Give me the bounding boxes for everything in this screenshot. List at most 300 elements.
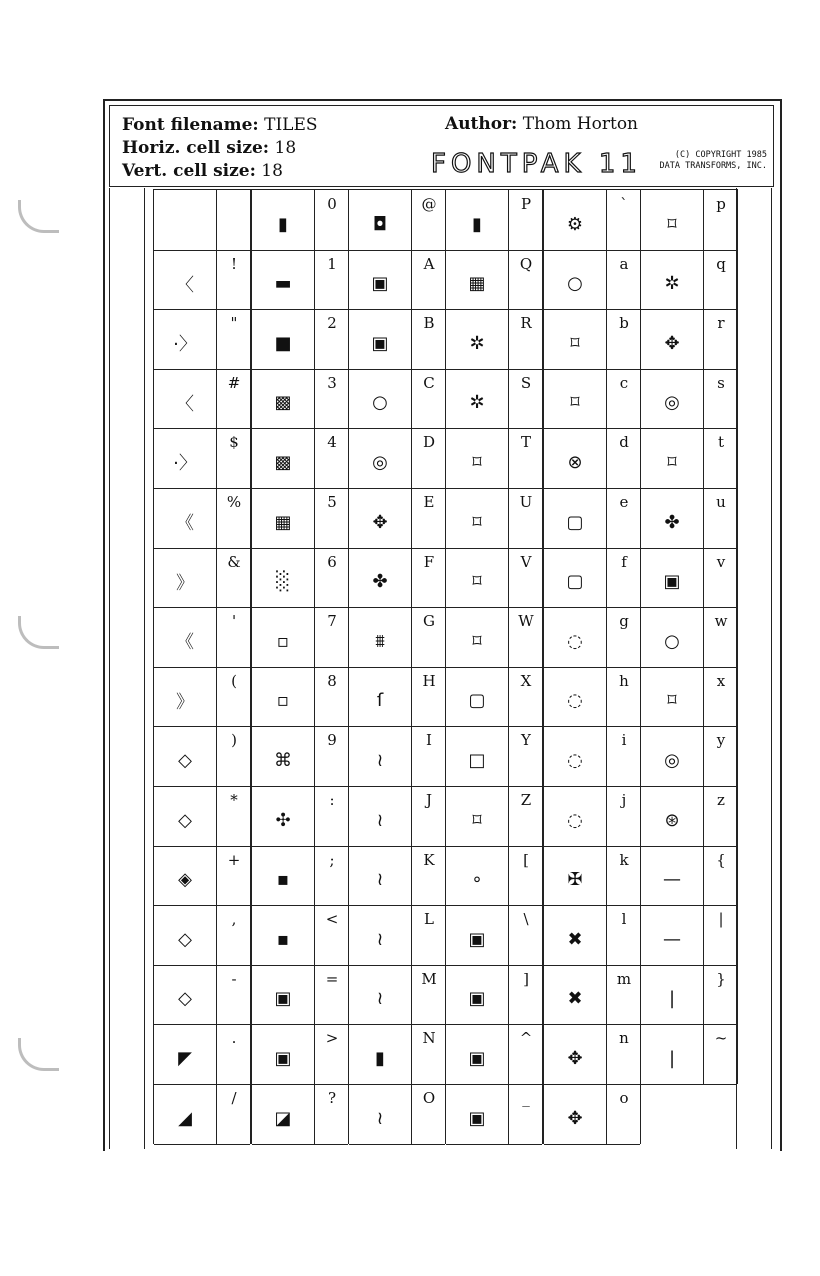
ascii-character-label: g <box>619 612 629 631</box>
character-cell <box>641 667 737 728</box>
tile-glyph-icon: ⩩ <box>375 630 385 652</box>
character-cell <box>641 488 737 549</box>
character-cell <box>544 726 640 787</box>
character-cell <box>446 309 542 370</box>
ascii-character-label: * <box>230 791 238 809</box>
tile-glyph-icon: ✲ <box>664 273 680 295</box>
character-cell <box>544 905 640 966</box>
ascii-character-label: u <box>716 493 726 511</box>
tile-glyph-icon: ≀ <box>376 1107 384 1129</box>
tile-glyph-icon: ✥ <box>567 1107 583 1129</box>
character-cell <box>446 428 542 489</box>
character-cell <box>641 250 737 311</box>
tile-glyph-icon: ⌑ <box>667 451 677 473</box>
character-column <box>445 189 543 1144</box>
ascii-character-label: O <box>422 1089 436 1107</box>
character-cell <box>446 250 542 311</box>
ascii-character-label: - <box>231 969 237 988</box>
tile-glyph-icon: ▣ <box>468 988 486 1010</box>
character-cell <box>544 607 640 668</box>
character-cell <box>252 846 348 907</box>
character-cell <box>349 548 445 609</box>
ascii-character-label: \ <box>523 910 529 929</box>
tile-glyph-icon: ▦ <box>274 511 292 533</box>
character-cell <box>349 428 445 489</box>
character-cell <box>544 1024 640 1085</box>
tile-glyph-icon: ◌ <box>567 809 583 831</box>
ascii-character-label: A <box>423 254 435 273</box>
character-cell <box>446 965 542 1026</box>
character-cell <box>349 786 445 847</box>
tile-glyph-icon: ◇ <box>178 749 192 771</box>
character-cell <box>252 607 348 668</box>
character-cell <box>154 428 250 489</box>
vert-cell-size-label: Vert. cell size: <box>122 161 256 181</box>
horiz-cell-size-label: Horiz. cell size: <box>122 138 270 158</box>
character-cell <box>252 250 348 311</box>
tile-glyph-icon: ◌ <box>567 749 583 771</box>
ascii-character-label: C <box>423 373 435 392</box>
font-header <box>109 105 774 187</box>
tile-glyph-icon: ▣ <box>468 1047 486 1069</box>
character-cell <box>544 190 640 251</box>
ascii-character-label: ? <box>327 1089 337 1107</box>
ascii-character-label: { <box>716 850 726 869</box>
ascii-character-label: P <box>520 195 532 213</box>
character-cell <box>154 965 250 1026</box>
tile-glyph-icon: ⌑ <box>472 451 482 473</box>
ascii-character-label: f <box>621 552 627 571</box>
character-cell <box>252 488 348 549</box>
character-cell <box>544 488 640 549</box>
character-cell <box>641 846 737 907</box>
character-cell <box>446 369 542 430</box>
ascii-character-label: V <box>520 552 532 571</box>
tile-glyph-icon: ✥ <box>567 1047 583 1069</box>
ascii-character-label: K <box>423 850 435 869</box>
ascii-character-label: ( <box>231 671 237 690</box>
ascii-character-label: [ <box>523 850 529 869</box>
character-cell <box>349 190 445 251</box>
character-column <box>348 189 446 1144</box>
tile-glyph-icon: ⌑ <box>570 332 580 354</box>
character-cell <box>252 548 348 609</box>
tile-glyph-icon: ·〉 <box>173 334 197 356</box>
character-cell <box>154 1084 250 1145</box>
tile-glyph-icon: ▬ <box>274 273 292 295</box>
ascii-character-label: Q <box>519 254 533 273</box>
tile-glyph-icon: ░ <box>276 571 290 593</box>
character-column <box>251 189 349 1144</box>
tile-glyph-icon: ○ <box>664 630 680 652</box>
character-cell <box>252 1084 348 1145</box>
character-cell <box>252 1024 348 1085</box>
ascii-character-label: p <box>716 195 726 213</box>
tile-glyph-icon: ▩ <box>274 451 292 473</box>
character-cell <box>154 726 250 787</box>
tile-glyph-icon: ▣ <box>663 571 681 593</box>
ascii-character-label: Y <box>521 731 531 750</box>
character-cell <box>252 965 348 1026</box>
ascii-character-label: , <box>231 910 237 929</box>
tile-glyph-icon: ✥ <box>664 332 680 354</box>
character-cell <box>252 428 348 489</box>
character-cell <box>154 488 250 549</box>
ascii-character-label: c <box>619 373 629 392</box>
tile-glyph-icon: ≀ <box>376 749 384 771</box>
font-filename-label: Font filename: <box>122 115 259 135</box>
ascii-character-label: ' <box>231 612 237 631</box>
character-cell <box>446 667 542 728</box>
horiz-cell-size-value: 18 <box>274 138 297 158</box>
ascii-character-label: a <box>619 254 629 273</box>
tile-glyph-icon: ■ <box>274 332 292 354</box>
character-cell <box>154 369 250 430</box>
ascii-character-label: 3 <box>327 373 337 392</box>
character-cell <box>544 250 640 311</box>
character-cell <box>252 190 348 251</box>
tile-glyph-icon: ◎ <box>664 392 680 414</box>
tile-glyph-icon: ▩ <box>274 392 292 414</box>
tile-glyph-icon: □ <box>468 749 486 771</box>
ascii-character-label: k <box>619 850 629 869</box>
horiz-cell-size-line <box>122 138 296 158</box>
tile-glyph-icon: ▣ <box>468 1107 486 1129</box>
ascii-character-label: J <box>425 791 432 809</box>
tile-glyph-icon: 〈 <box>176 393 194 415</box>
character-cell <box>446 1084 542 1145</box>
ascii-character-label: 4 <box>327 433 337 452</box>
tile-glyph-icon: ▣ <box>371 273 389 295</box>
character-cell <box>252 667 348 728</box>
ascii-character-label: ~ <box>714 1029 728 1048</box>
tile-glyph-icon: ▮ <box>278 213 288 235</box>
tile-glyph-icon: ⌑ <box>570 392 580 414</box>
ascii-character-label: 5 <box>327 493 337 511</box>
fontpak-logo: FONTPAK 11 <box>431 149 642 179</box>
ascii-character-label: + <box>227 850 241 869</box>
character-cell <box>446 786 542 847</box>
character-cell <box>154 309 250 370</box>
tile-glyph-icon: ≀ <box>376 869 384 891</box>
tile-glyph-icon: ◎ <box>664 749 680 771</box>
tile-glyph-icon: — <box>663 928 681 950</box>
ascii-character-label: $ <box>229 433 239 452</box>
tile-glyph-icon: ◤ <box>178 1047 192 1069</box>
ascii-character-label: 1 <box>327 254 337 273</box>
ascii-character-label: 6 <box>327 552 337 571</box>
ascii-character-label: D <box>422 433 436 452</box>
character-cell <box>252 786 348 847</box>
ascii-character-label: B <box>423 314 435 333</box>
tile-glyph-icon: ▢ <box>566 511 584 533</box>
ascii-character-label: 2 <box>327 314 337 333</box>
tile-glyph-icon: ⊗ <box>567 451 583 473</box>
character-cell <box>154 1024 250 1085</box>
character-cell <box>544 786 640 847</box>
character-cell <box>446 1024 542 1085</box>
character-cell <box>349 965 445 1026</box>
ascii-character-label: x <box>716 671 726 690</box>
ascii-character-label: I <box>426 731 432 750</box>
ascii-character-label: ` <box>620 195 628 213</box>
character-cell <box>252 309 348 370</box>
character-cell <box>641 369 737 430</box>
character-cell <box>252 905 348 966</box>
ascii-character-label: b <box>619 314 629 333</box>
ascii-character-label: : <box>329 791 335 809</box>
ascii-character-label: S <box>520 373 532 392</box>
character-cell <box>446 905 542 966</box>
tile-glyph-icon: ✤ <box>372 571 388 593</box>
ascii-character-label: G <box>423 612 435 631</box>
author-line <box>445 114 638 134</box>
character-cell <box>154 905 250 966</box>
ascii-character-label: z <box>717 791 725 809</box>
ascii-character-label: ^ <box>519 1029 533 1048</box>
ascii-character-label: & <box>227 552 241 571</box>
tile-glyph-icon: 》 <box>176 572 194 594</box>
character-column <box>543 189 641 1144</box>
ascii-character-label: v <box>716 552 726 571</box>
tile-glyph-icon: ⌑ <box>667 213 677 235</box>
tile-glyph-icon: ≀ <box>376 809 384 831</box>
ascii-character-label: s <box>717 373 725 392</box>
tile-glyph-icon: ⊛ <box>664 809 680 831</box>
tile-glyph-icon: ◇ <box>178 928 192 950</box>
tile-glyph-icon: ▪ <box>276 869 290 891</box>
ascii-character-label: w <box>714 612 728 631</box>
character-cell <box>641 905 737 966</box>
character-cell <box>349 726 445 787</box>
tile-glyph-icon: ✲ <box>469 392 485 414</box>
font-filename-value: TILES <box>264 115 318 135</box>
character-cell <box>544 428 640 489</box>
copyright-line-1: (C) COPYRIGHT 1985 <box>674 150 767 160</box>
ascii-character-label: ] <box>523 969 529 988</box>
character-cell <box>544 309 640 370</box>
character-cell <box>349 488 445 549</box>
tile-glyph-icon: ▮ <box>375 1047 385 1069</box>
ascii-character-label: L <box>424 910 434 929</box>
ascii-character-label: > <box>325 1029 339 1048</box>
character-cell <box>349 1024 445 1085</box>
ascii-character-label: X <box>520 671 532 690</box>
character-cell <box>544 667 640 728</box>
character-column <box>153 189 251 1144</box>
tile-glyph-icon: ▣ <box>274 1047 292 1069</box>
character-cell <box>349 667 445 728</box>
ascii-character-label: @ <box>421 195 437 213</box>
ascii-character-label: t <box>717 433 725 452</box>
copyright-line-2: DATA TRANSFORMS, INC. <box>659 161 767 171</box>
tile-glyph-icon: 〈 <box>176 274 194 296</box>
ascii-character-label: # <box>227 373 241 392</box>
ascii-character-label: _ <box>522 1089 530 1107</box>
tile-glyph-icon: ≀ <box>376 988 384 1010</box>
character-cell <box>641 965 737 1026</box>
tile-glyph-icon: ▣ <box>274 988 292 1010</box>
tile-glyph-icon: ◎ <box>372 451 388 473</box>
tile-glyph-icon: ▮ <box>472 213 482 235</box>
character-cell <box>154 190 250 251</box>
character-cell <box>544 846 640 907</box>
ascii-character-label: E <box>423 493 435 511</box>
ascii-character-label: | <box>718 910 724 929</box>
tile-glyph-icon: ▦ <box>468 273 486 295</box>
tile-glyph-icon: — <box>663 869 681 891</box>
ascii-character-label: r <box>717 314 725 333</box>
character-cell <box>349 250 445 311</box>
tile-glyph-icon: ◢ <box>178 1107 192 1129</box>
tile-glyph-icon: ·〉 <box>173 453 197 475</box>
ascii-character-label: % <box>226 493 242 511</box>
author-label: Author: <box>445 114 518 134</box>
character-cell <box>154 786 250 847</box>
left-rail <box>109 188 145 1149</box>
ascii-character-label: 7 <box>327 612 337 631</box>
tile-glyph-icon: ◈ <box>178 869 192 891</box>
ascii-character-label: ; <box>329 850 335 869</box>
ascii-character-label: / <box>231 1089 237 1107</box>
character-cell <box>349 846 445 907</box>
tile-glyph-icon: ◇ <box>178 988 192 1010</box>
character-cell <box>349 1084 445 1145</box>
character-cell <box>544 369 640 430</box>
tile-glyph-icon: ⌘ <box>274 749 292 771</box>
tile-glyph-icon: ≀ <box>376 928 384 950</box>
tile-glyph-icon: ◇ <box>178 809 192 831</box>
tile-glyph-icon: ſ <box>376 690 384 712</box>
ascii-character-label: M <box>421 969 437 988</box>
ascii-character-label: N <box>422 1029 436 1048</box>
character-cell <box>544 965 640 1026</box>
character-cell <box>154 667 250 728</box>
tile-glyph-icon: ▣ <box>468 928 486 950</box>
ascii-character-label: ! <box>230 254 238 273</box>
ascii-character-label: q <box>716 254 726 273</box>
ascii-character-label: . <box>231 1029 237 1048</box>
character-cell <box>641 726 737 787</box>
tile-glyph-icon: | <box>668 1047 676 1069</box>
character-cell <box>446 190 542 251</box>
tile-glyph-icon: ✥ <box>372 511 388 533</box>
character-cell <box>349 905 445 966</box>
tile-glyph-icon: ◪ <box>274 1107 292 1129</box>
tile-glyph-icon: ⌑ <box>472 630 482 652</box>
ascii-character-label: d <box>619 433 629 452</box>
tile-glyph-icon: ▫ <box>276 630 290 652</box>
ascii-character-label: 0 <box>327 195 337 213</box>
tile-glyph-icon: 《 <box>176 513 194 534</box>
character-cell <box>641 548 737 609</box>
character-cell <box>446 488 542 549</box>
character-cell <box>641 786 737 847</box>
ascii-character-label: j <box>621 791 627 809</box>
tile-glyph-icon: ⌑ <box>472 809 482 831</box>
character-cell <box>154 607 250 668</box>
tile-glyph-icon: ▢ <box>468 690 486 712</box>
character-cell <box>544 548 640 609</box>
tile-glyph-icon: | <box>668 988 676 1010</box>
tile-glyph-icon: ∘ <box>471 869 483 891</box>
tile-glyph-icon: ▣ <box>371 332 389 354</box>
character-cell <box>641 607 737 668</box>
ascii-character-label: < <box>325 910 339 929</box>
tile-glyph-icon: ▫ <box>276 690 290 712</box>
ascii-character-label: l <box>621 910 627 929</box>
copyright-notice <box>655 150 767 172</box>
ascii-character-label: 8 <box>327 671 337 690</box>
tile-glyph-icon: ⌑ <box>472 511 482 533</box>
character-cell <box>349 309 445 370</box>
ascii-character-label: Z <box>520 791 532 809</box>
tile-glyph-icon: ○ <box>567 273 583 295</box>
character-cell <box>446 726 542 787</box>
tile-glyph-icon: ◘ <box>372 213 388 235</box>
ascii-character-label: m <box>616 969 632 988</box>
tile-glyph-icon: 《 <box>176 632 194 654</box>
character-cell <box>446 548 542 609</box>
vert-cell-size-value: 18 <box>261 161 283 181</box>
ascii-character-label: e <box>619 493 629 511</box>
ascii-character-label: 9 <box>327 731 337 750</box>
character-cell <box>446 846 542 907</box>
tile-glyph-icon: ✤ <box>664 511 680 533</box>
tile-glyph-icon: ▪ <box>276 928 290 950</box>
character-cell <box>349 607 445 668</box>
tile-glyph-icon: ⌑ <box>472 571 482 593</box>
character-cell <box>641 309 737 370</box>
tile-glyph-icon: ✖ <box>567 928 583 950</box>
character-cell <box>641 190 737 251</box>
ascii-character-label: T <box>520 433 531 452</box>
ascii-character-label: n <box>619 1029 629 1048</box>
ascii-character-label: = <box>325 969 339 988</box>
ascii-character-label: o <box>619 1089 629 1107</box>
right-rail <box>736 188 772 1149</box>
tile-glyph-icon: ✖ <box>567 988 583 1010</box>
character-cell <box>252 726 348 787</box>
tile-glyph-icon: ◌ <box>567 690 583 712</box>
tile-glyph-icon: ○ <box>372 392 388 414</box>
ascii-character-label: U <box>519 493 533 511</box>
character-cell <box>641 1024 737 1085</box>
character-cell <box>154 548 250 609</box>
character-cell <box>641 428 737 489</box>
character-cell <box>154 250 250 311</box>
tile-glyph-icon: ◌ <box>567 630 583 652</box>
tile-glyph-icon <box>154 190 216 248</box>
tile-glyph-icon: 》 <box>176 691 194 713</box>
ascii-character-label: W <box>518 612 534 631</box>
ascii-character-label: H <box>422 671 436 690</box>
character-cell <box>544 1084 640 1145</box>
tile-glyph-icon: ⚙ <box>566 213 584 235</box>
character-column <box>640 189 738 1084</box>
ascii-character-label: h <box>619 671 629 690</box>
character-cell <box>446 607 542 668</box>
vert-cell-size-line <box>122 161 283 181</box>
ascii-character-label: " <box>230 314 238 333</box>
tile-glyph-icon: ⌑ <box>667 690 677 712</box>
ascii-character-label: } <box>716 969 726 988</box>
tile-glyph-icon: ▢ <box>566 571 584 593</box>
ascii-character-label: i <box>621 731 627 750</box>
tile-glyph-icon: ✣ <box>275 809 291 831</box>
font-filename-line <box>122 115 318 135</box>
character-cell <box>252 369 348 430</box>
